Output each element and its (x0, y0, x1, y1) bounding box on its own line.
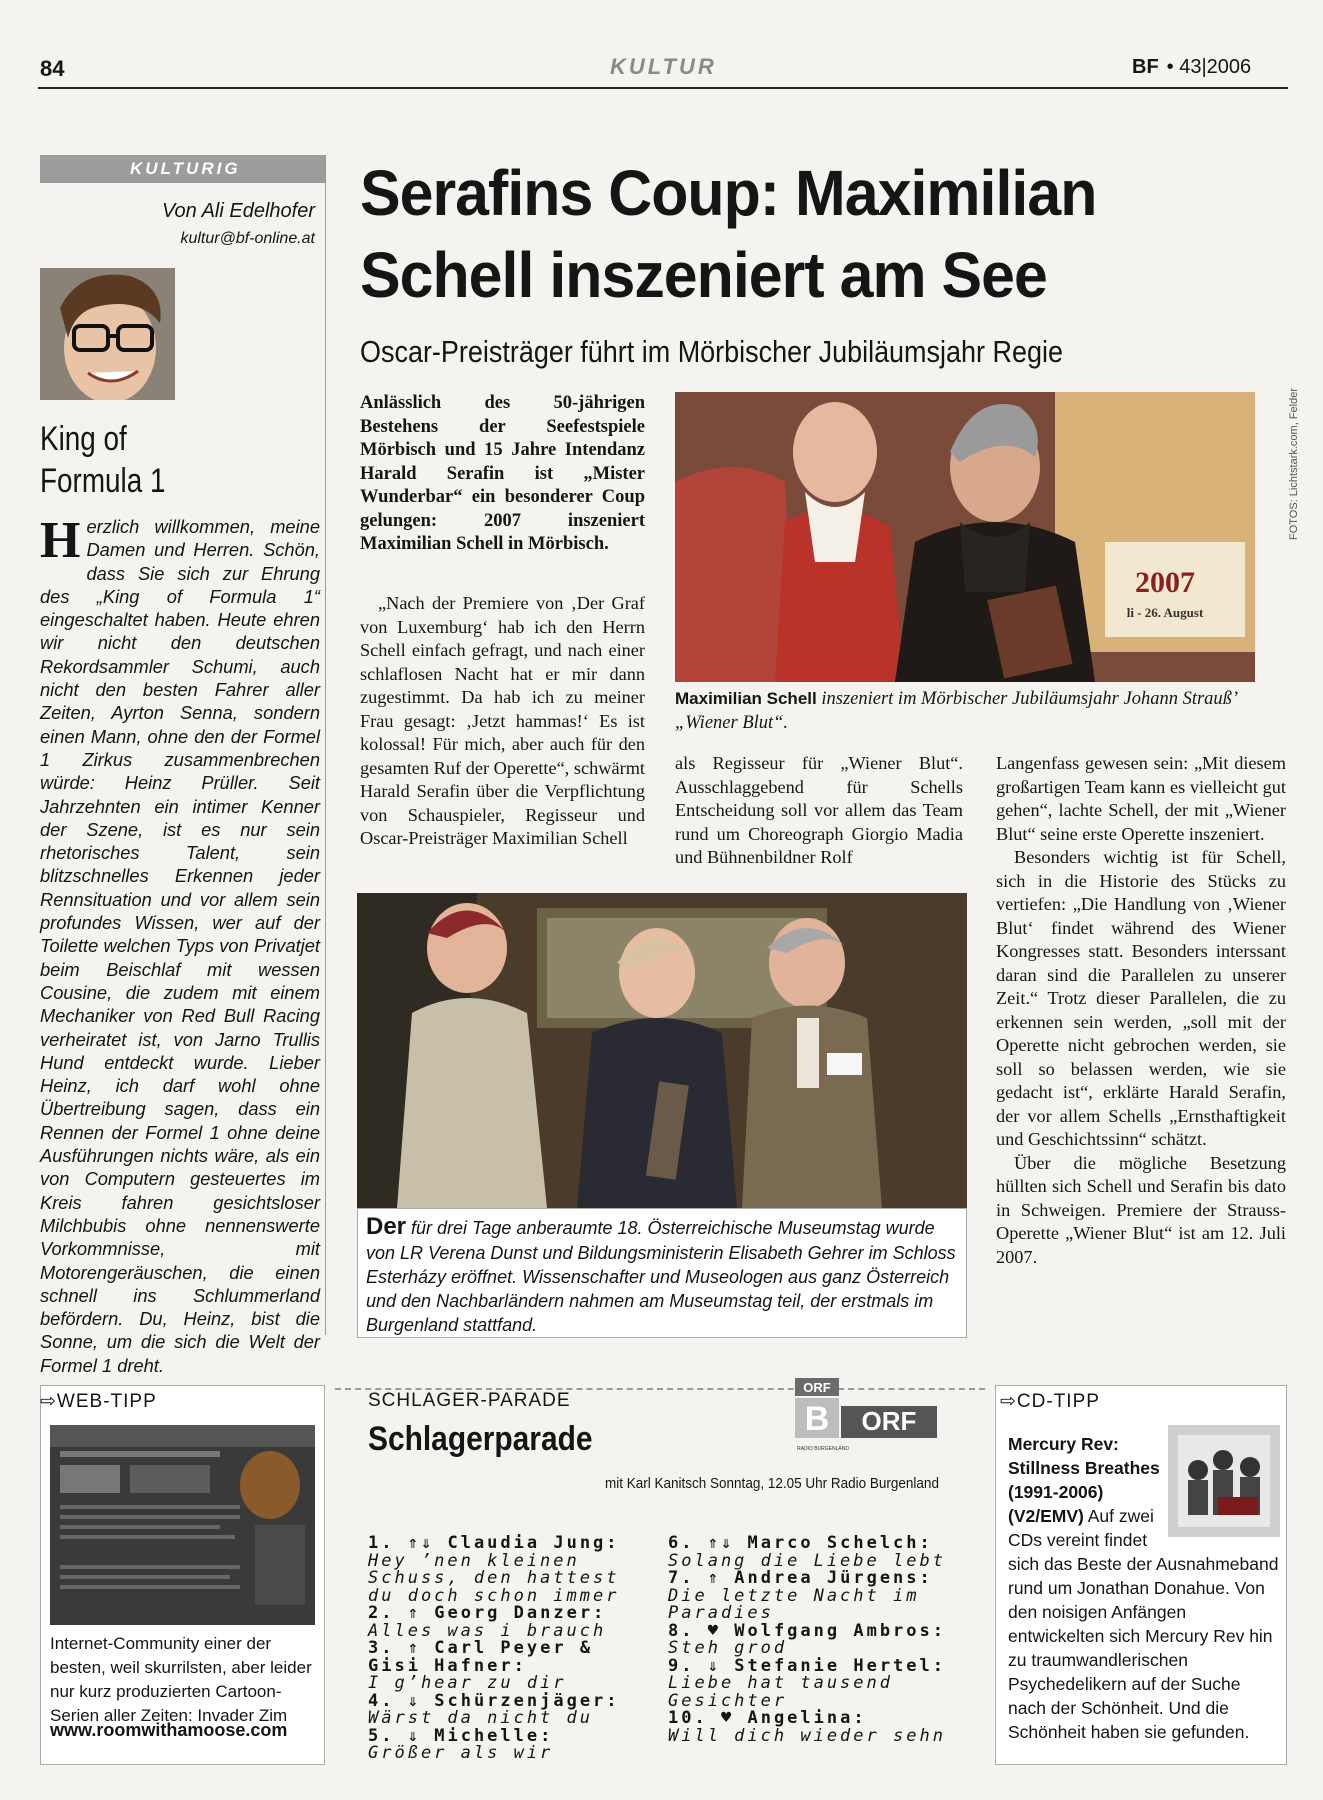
article-body-col1: „Nach der Premiere von ‚Der Graf von Luxemburg‘ hab ich den Herrn Schell einfach gefragt, und nach einer schlaflosen Nacht hat er mir dann zugestimmt. Da hab ich zu meiner Frau gesagt: ‚Jetzt hammas!‘ Es ist kolossal! Für mich, aber auch für den gesamten Ruf der Operette“, schwärmt Harald Serafin über die Verpflichtung von Schauspieler, Regisseur und Oscar-Preisträger Maximilian Schell (360, 593, 645, 848)
orf-logo-top: ORF (803, 1380, 831, 1395)
photo-credit: FOTOS: Lichtstark.com, Felder (1288, 387, 1300, 540)
list-item: 4. ⇓ Schürzenjäger: Wärst da nicht du (368, 1690, 620, 1728)
dropcap: H (40, 512, 81, 569)
list-item: 6. ⇑⇓ Marco Schelch: Solang die Liebe lebt (668, 1533, 946, 1571)
caption1-name: Maximilian Schell (675, 689, 817, 708)
page-number: 84 (40, 56, 65, 81)
web-tipp-label (40, 1390, 157, 1413)
masthead (1132, 56, 1251, 79)
orf-logo (795, 1378, 945, 1458)
article-paragraph: Langenfass gewesen sein: „Mit diesem großartigen Team kann es vielleicht gut gehen“, lachte Schell, der mit „Wiener Blut“ seine erste Operette inszeniert. (996, 753, 1286, 844)
schlager-title: Schlagerparade (368, 1420, 593, 1458)
photo-museumstag (357, 893, 967, 1208)
cd-title: Mercury Rev: Stillness Breathes (1991-2006) (V2/EMV) (1008, 1434, 1160, 1526)
header-rule (38, 87, 1288, 89)
photo-caption-2 (357, 1208, 967, 1338)
byline: Von Ali Edelhofer (161, 200, 315, 222)
poster-year: 2007 (1135, 566, 1195, 599)
web-tipp-url[interactable]: www.roomwithamoose.com (50, 1720, 288, 1740)
article-paragraph: Besonders wichtig ist für Schell, sich in die Historie des Stücks zu vertiefen: „Die Handlung von ‚Wiener Blut‘ findet während des Wiener Kongresses statt. Besonders interssant daran sind die Parallelen zu unserer Zeit.“ Trotz dieser Parallelen, die zu erkennen sein werden, „soll mit der Operette nicht gebrochen werden, sie soll so belassen werden, wie sie gedacht ist“, erklärte Harald Serafin, der vor allem Schells „Ernsthaftigkeit und Geschichtssinn“ schätzt. (996, 847, 1286, 1149)
column-label: KULTURIG (40, 155, 325, 183)
poster-dates: li - 26. August (1126, 605, 1204, 620)
section-title: KULTUR (610, 54, 717, 79)
column-title-line1: King of (40, 420, 127, 458)
schlager-label: SCHLAGER-PARADE (368, 1390, 571, 1411)
list-item: 7. ⇑ Andrea Jürgens: Die letzte Nacht im Paradies (668, 1568, 933, 1623)
list-item: 9. ⇓ Stefanie Hertel: Liebe hat tausend Gesichter (668, 1655, 946, 1711)
orf-logo-b: B (804, 1400, 830, 1438)
cd-description: Auf zwei CDs vereint findet sich das Beste der Ausnahmeband rund um Jonathan Donahue. Von den noisigen Anfängen entwickelten sich Mercury Rev hin zu traumwandlerischen Psychedelikern auf der Suche nach der Schönheit. Und die Schönheit haben sie gefunden. (1008, 1506, 1279, 1742)
schlager-meta: mit Karl Kanitsch Sonntag, 12.05 Uhr Radio Burgenland (605, 1475, 939, 1492)
subheadline: Oscar-Preisträger führt im Mörbischer Jubiläumsjahr Regie (360, 334, 1063, 369)
masthead-logo: BF (1132, 56, 1159, 78)
list-item: 1. ⇑⇓ Claudia Jung: Hey ’nen kleinen Schuss, den hattest du doch schon immer (368, 1533, 620, 1606)
caption2-text: für drei Tage anberaumte 18. Österreichische Museumstag wurde von LR Verena Dunst und Bildungsministerin Elisabeth Gehrer im Schloss Esterházy eröffnet. Wissenschafter und Museologen aus ganz Österreich und den Nachbarländern nahmen am Museumstag teil, der erstmals im Burgenland stattfand. (366, 1218, 956, 1335)
arrow-icon: ⇨ (1000, 1391, 1017, 1412)
cover-spacer (1163, 1432, 1283, 1542)
list-item: 5. ⇓ Michelle: Größer als wir (368, 1725, 554, 1763)
masthead-issue: • 43|2006 (1166, 56, 1252, 78)
headline-line1: Serafins Coup: Maximilian (360, 157, 1097, 229)
caption1-text: inszeniert im Mörbischer Jubiläumsjahr Johann Strauß’ „Wiener Blut“. (675, 689, 1237, 733)
article-paragraph: Über die mögliche Besetzung hüllten sich Schell und Serafin bis dato in Schweigen. Premiere der Strauss-Operette „Wiener Blut“ ist am 12. Juli 2007. (996, 1152, 1286, 1267)
author-portrait (40, 268, 175, 400)
cd-tipp-label (1000, 1390, 1100, 1413)
chart-column-right (668, 1535, 958, 1745)
orf-logo-sub: RADIO BURGENLAND (797, 1446, 849, 1452)
column-body-text: erzlich willkommen, meine Damen und Herren. Schön, dass Sie sich zur Ehrung des „King of Formula 1“ eingeschaltet haben. Heute ehren wir nicht den deutschen Rekordsammler Schumi, auch nicht den besten Fahrer aller Zeiten, Ayrton Senna, sondern einen Mann, ohne den der Formel 1 Zirkus zusammenbrechen würde: Heinz Prüller. Seit Jahrzehnten ein intimer Kenner der Szene, ist es nur sein rhetorisches Talent, sein blitzschnelles Erkennen jeder Rennsituation und vor allem sein profundes Wissen, wer auf der Toilette welchen Typs von Privatjet beim Beischlaf mit wessen Cousine, die zudem mit einem Mechaniker von Red Bull Racing verheiratet ist, von Jarno Trullis Hund entdeckt wurde. Lieber Heinz, ich darf wohl ohne Übertreibung sagen, dass ein Rennen der Formel 1 ohne deine Ausführungen nichts wäre, als ein von Computern gesteuertes im Kreis fahren gesichtsloser Milchbubis ohne nennenswerte Vorkommnisse, mit Motorengeräuschen, die einen schnell ins Schlummerland befördern. Du, Heinz, bist die Sonne, um die sich die Welt der Formel 1 dreht. (40, 516, 320, 1376)
list-item: 10. ♥ Angelina: Will dich wieder sehn (668, 1708, 946, 1746)
column-title-line2: Formula 1 (40, 462, 166, 500)
column-divider (325, 155, 326, 1335)
photo-caption-1 (675, 688, 1275, 735)
column-title (40, 418, 166, 502)
website-screenshot (50, 1425, 315, 1625)
list-item: 2. ⇑ Georg Danzer: Alles was i brauch (368, 1603, 607, 1641)
caption2-lead: Der (366, 1213, 407, 1240)
headline (360, 152, 1244, 316)
list-item: 8. ♥ Wolfgang Ambros: Steh grod (668, 1620, 946, 1658)
article-body-col3 (996, 752, 1286, 1269)
arrow-icon: ⇨ (40, 1391, 57, 1412)
cd-tipp-text (1008, 1432, 1283, 1744)
cd-tipp-label-text: CD-TIPP (1016, 1391, 1100, 1412)
article-body-col2: als Regisseur für „Wiener Blut“. Ausschlaggebend für Schells Entscheidung soll vor allem das Team rund um Choreograph Giorgio Madia und Bühnenbildner Rolf (675, 753, 963, 867)
web-tipp-text: Internet-Community einer der besten, weil skurrilsten, aber leider nur kurz produzierten Cartoon-Serien aller Zeiten: Invader Zim (50, 1634, 312, 1725)
headline-line2: Schell inszeniert am See (360, 239, 1047, 311)
web-tipp-label-text: WEB-TIPP (56, 1391, 157, 1412)
orf-logo-text: ORF (861, 1406, 917, 1436)
chart-column-left (368, 1535, 658, 1763)
list-item: 3. ⇑ Carl Peyer & Gisi Hafner: I g’hear zu dir (368, 1638, 594, 1693)
author-email: kultur@bf-online.at (180, 230, 315, 247)
photo-schell-serafin (675, 392, 1255, 682)
column-body (40, 512, 320, 1377)
article-lead: Anlässlich des 50-jährigen Bestehens der Seefestspiele Mörbisch und 15 Jahre Intendanz Harald Serafin ist „Mister Wunderbar“ ein besonderer Coup gelungen: 2007 inszeniert Maximilian Schell in Mörbisch. (360, 393, 645, 554)
